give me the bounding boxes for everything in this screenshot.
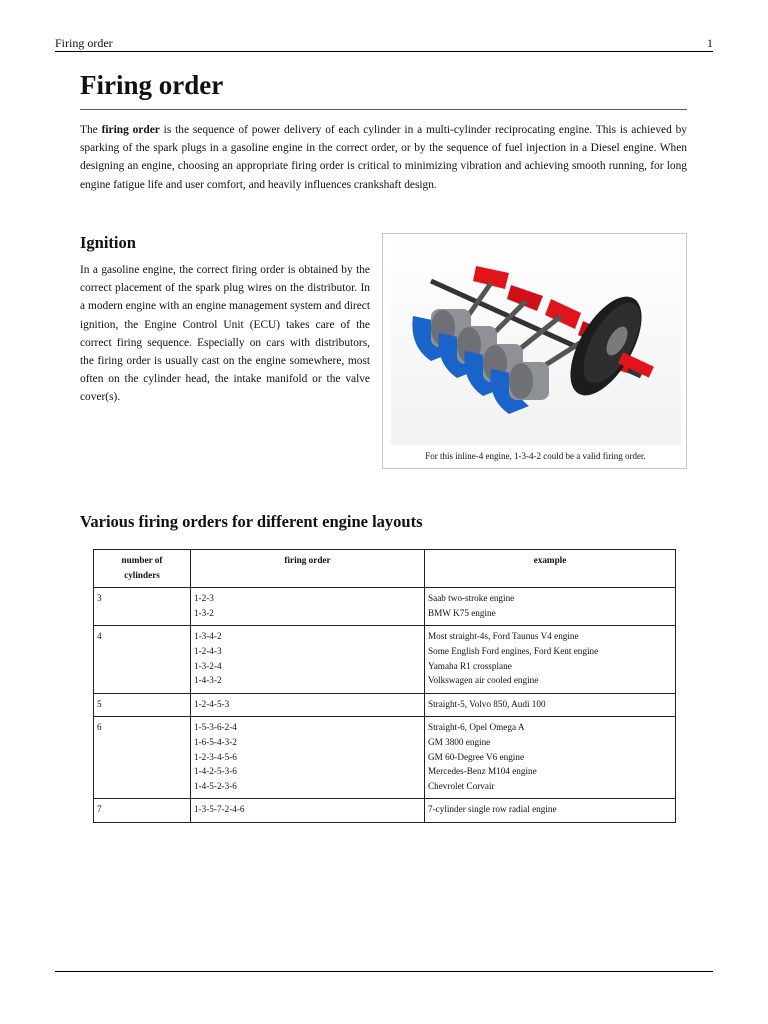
page-number: 1 <box>707 36 713 50</box>
firing-order-value: 1-3-2 <box>194 607 214 618</box>
table-row <box>94 799 676 823</box>
example-value: Volkswagen air cooled engine <box>428 675 539 686</box>
firing-order-value: 1-2-3 <box>194 593 214 604</box>
cylinders-cell: 5 <box>94 693 191 717</box>
example-value: Some English Ford engines, Ford Kent engine <box>428 645 599 656</box>
example-value: BMW K75 engine <box>428 607 496 618</box>
footer-rule <box>55 971 713 972</box>
example-value: 7-cylinder single row radial engine <box>428 804 557 815</box>
intro-prefix: The <box>80 124 102 136</box>
header-rule <box>55 51 713 52</box>
example-cell <box>425 799 676 823</box>
firing-order-cell <box>191 626 425 693</box>
cylinders-cell: 7 <box>94 799 191 823</box>
example-value: Saab two-stroke engine <box>428 593 515 604</box>
column-header: example <box>425 550 676 588</box>
example-value: GM 60-Degree V6 engine <box>428 751 525 762</box>
firing-order-value: 1-2-4-3 <box>194 645 222 656</box>
table-row <box>94 626 676 693</box>
table-row <box>94 588 676 626</box>
running-title: Firing order <box>55 36 113 50</box>
table-row <box>94 693 676 717</box>
intro-term: firing order <box>101 124 160 136</box>
various-heading: Various firing orders for different engine layouts <box>80 512 423 531</box>
firing-order-value: 1-2-4-5-3 <box>194 698 230 709</box>
ignition-paragraph: In a gasoline engine, the correct firing order is obtained by the correct placement of the spark plug wires on the distributor. In a modern engine with an engine management system and direct ignition, the Engine Control Unit (ECU) takes care of the correct firing sequence. Especially on cars with distributors, the firing order is usually cast on the engine somewhere, most often on the cylinder head, the intake manifold or the valve cover(s). <box>80 264 370 404</box>
engine-image <box>391 241 681 445</box>
firing-order-value: 1-4-3-2 <box>194 675 222 686</box>
cylinders-cell: 3 <box>94 588 191 626</box>
intro-text: is the sequence of power delivery of each cylinder in a multi-cylinder reciprocating engine. This is achieved by sparking of the spark plugs in a gasoline engine in the correct order, or by the sequence of fuel injection in a Diesel engine. When designing an engine, choosing an appropriate firing order is critical to minimizing vibration and achieving smooth running, for long engine fatigue life and user comfort, and heavily influences crankshaft design. <box>80 124 687 191</box>
example-cell <box>425 693 676 717</box>
example-value: Straight-5, Volvo 850, Audi 100 <box>428 698 546 709</box>
firing-order-cell <box>191 588 425 626</box>
example-cell <box>425 588 676 626</box>
firing-order-value: 1-5-3-6-2-4 <box>194 722 237 733</box>
table-row <box>94 717 676 799</box>
example-value: Straight-6, Opel Omega A <box>428 722 525 733</box>
column-header: number of cylinders <box>94 550 191 588</box>
example-value: Most straight-4s, Ford Taunus V4 engine <box>428 631 579 642</box>
firing-order-value: 1-3-5-7-2-4-6 <box>194 804 245 815</box>
engine-figure <box>382 233 687 469</box>
example-cell <box>425 626 676 693</box>
example-value: Chevrolet Corvair <box>428 780 495 791</box>
example-value: Yamaha R1 crossplane <box>428 660 512 671</box>
firing-order-value: 1-6-5-4-3-2 <box>194 736 237 747</box>
firing-order-value: 1-4-2-5-3-6 <box>194 766 237 777</box>
example-value: Mercedes-Benz M104 engine <box>428 766 537 777</box>
cylinders-cell: 6 <box>94 717 191 799</box>
firing-order-value: 1-4-5-2-3-6 <box>194 780 237 791</box>
firing-order-cell <box>191 799 425 823</box>
firing-order-value: 1-2-3-4-5-6 <box>194 751 237 762</box>
firing-order-value: 1-3-2-4 <box>194 660 222 671</box>
firing-order-value: 1-3-4-2 <box>194 631 222 642</box>
cylinders-cell: 4 <box>94 626 191 693</box>
page-title: Firing order <box>80 70 224 100</box>
ignition-heading: Ignition <box>80 233 136 252</box>
firing-order-cell <box>191 693 425 717</box>
example-cell <box>425 717 676 799</box>
firing-order-cell <box>191 717 425 799</box>
column-header: firing order <box>191 550 425 588</box>
intro-paragraph <box>80 121 687 194</box>
table-header-row <box>94 550 676 588</box>
example-value: GM 3800 engine <box>428 736 491 747</box>
running-header <box>55 36 713 52</box>
firing-order-table <box>93 549 676 823</box>
title-underline <box>80 109 687 110</box>
figure-caption: For this inline-4 engine, 1-3-4-2 could be a valid firing order. <box>425 451 646 461</box>
inline-4-engine-icon <box>391 241 681 445</box>
